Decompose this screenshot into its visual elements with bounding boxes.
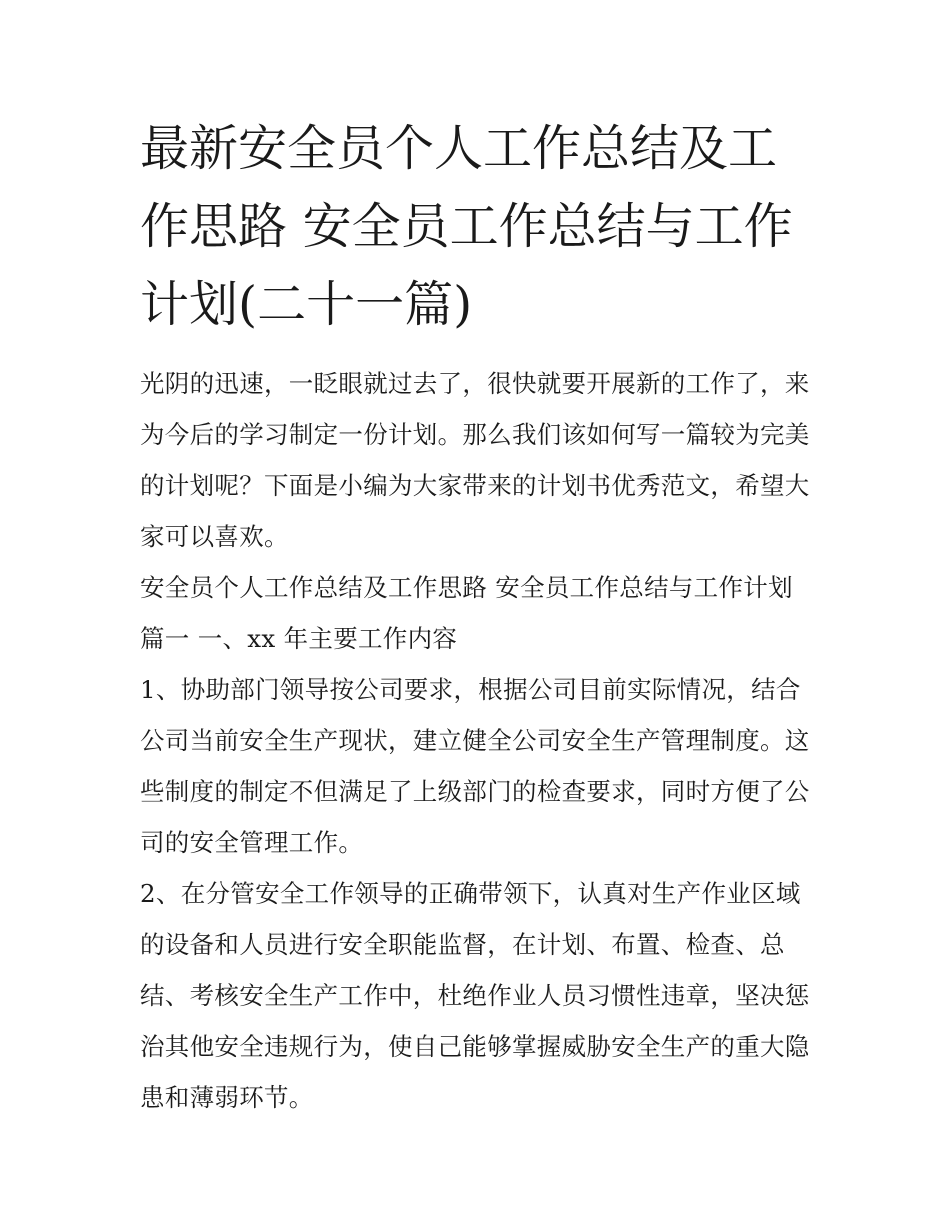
body-line: 的计划呢？下面是小编为大家带来的计划书优秀范文，希望大 (140, 471, 810, 500)
body-line: 结、考核安全生产工作中，杜绝作业人员习惯性违章，坚决惩 (140, 981, 810, 1010)
body-line: 1、协助部门领导按公司要求，根据公司目前实际情况，结合 (140, 675, 801, 704)
title-line: 计划(二十一篇) (140, 276, 473, 333)
title-line: 作思路 安全员工作总结与工作 (140, 198, 793, 255)
body-line: 公司当前安全生产现状，建立健全公司安全生产管理制度。这 (140, 726, 810, 755)
body-line: 治其他安全违规行为，使自己能够掌握威胁安全生产的重大隐 (140, 1032, 810, 1061)
document-title (140, 110, 815, 344)
body-line: 家可以喜欢。 (140, 522, 289, 551)
document-content (140, 110, 815, 1123)
body-line: 些制度的制定不但满足了上级部门的检查要求，同时方便了公 (140, 777, 810, 806)
body-line: 光阴的迅速，一眨眼就过去了，很快就要开展新的工作了，来 (140, 369, 810, 398)
title-line: 最新安全员个人工作总结及工 (140, 120, 778, 177)
body-line: 患和薄弱环节。 (140, 1083, 314, 1112)
body-line: 安全员个人工作总结及工作思路 安全员工作总结与工作计划 (140, 573, 793, 602)
body-text (140, 358, 815, 1123)
body-line: 司的安全管理工作。 (140, 828, 364, 857)
body-line: 的设备和人员进行安全职能监督，在计划、布置、检查、总 (140, 930, 785, 959)
body-line: 为今后的学习制定一份计划。那么我们该如何写一篇较为完美 (140, 420, 810, 449)
body-line: 篇一 一、xx 年主要工作内容 (140, 624, 458, 653)
body-line: 2、在分管安全工作领导的正确带领下，认真对生产作业区域 (140, 879, 801, 908)
